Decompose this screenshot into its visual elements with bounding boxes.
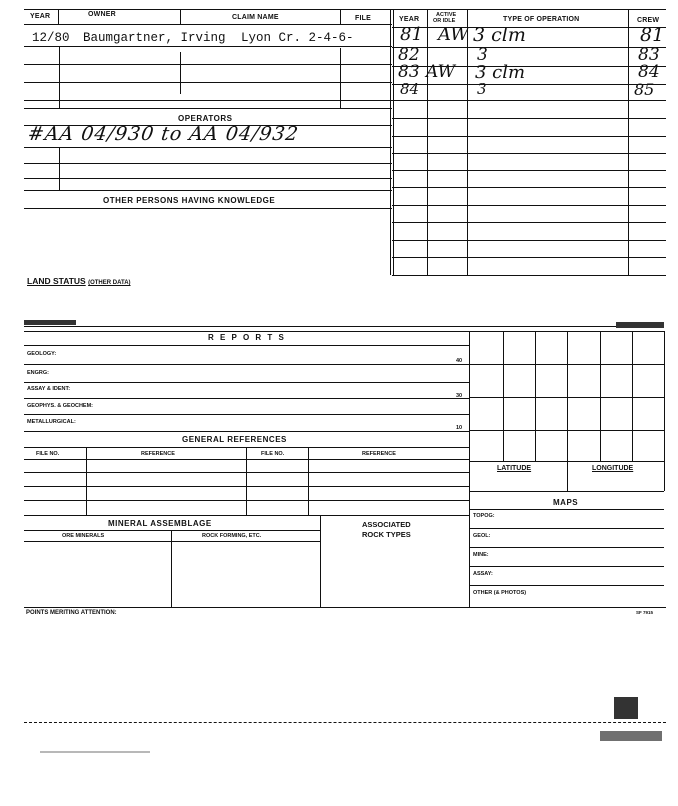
row-divider <box>59 147 60 190</box>
grid-line <box>469 364 664 365</box>
maps-line <box>469 547 664 548</box>
activity-active-1: AW <box>438 24 469 45</box>
row-line <box>24 163 392 164</box>
row-line <box>24 100 392 101</box>
row-line <box>24 46 392 47</box>
maps-assay: ASSAY: <box>473 571 493 577</box>
refs-header-line <box>24 459 470 460</box>
activity-row-line <box>392 118 666 119</box>
mineral-col-divider <box>171 530 172 607</box>
activity-row-line <box>392 222 666 223</box>
activity-crew-2: 83 <box>638 45 660 65</box>
reports-title: R E P O R T S <box>208 333 286 342</box>
type-of-operation-header: TYPE OF OPERATION <box>503 16 580 23</box>
grid-line <box>535 331 536 461</box>
refs-divider <box>246 447 247 515</box>
year-header: YEAR <box>30 13 51 20</box>
file-header: FILE <box>355 15 371 22</box>
header-divider <box>340 9 341 24</box>
owner-header: OWNER <box>88 11 116 18</box>
refs-reference-2: REFERENCE <box>362 451 396 457</box>
refs-line <box>24 486 470 487</box>
activity-type-4: 3 <box>477 80 487 98</box>
report-line <box>24 364 470 365</box>
active-header-bottom: OR IDLE <box>433 18 456 24</box>
maps-line <box>469 566 664 567</box>
report-line <box>24 431 470 432</box>
scan-smudge <box>600 731 662 741</box>
mineral-assemblage-title: MINERAL ASSEMBLAGE <box>108 519 212 528</box>
row-divider <box>180 52 181 94</box>
associated-top: ASSOCIATED <box>362 520 411 529</box>
activity-crew-1: 81 <box>640 24 665 46</box>
scan-smudge <box>616 322 664 328</box>
activity-row-line <box>392 187 666 188</box>
form-code: SF 7915 <box>636 610 654 615</box>
header-divider <box>58 9 59 24</box>
report-geology: GEOLOGY: <box>27 351 57 357</box>
bottom-border <box>24 607 666 608</box>
activity-row-line <box>392 47 666 48</box>
activity-year-3: 83 <box>398 62 420 82</box>
associated-bottom: ROCK TYPES <box>362 530 411 539</box>
scan-smudge <box>24 320 76 325</box>
row-divider <box>340 48 341 108</box>
activity-row-line <box>392 257 666 258</box>
report-assay: ASSAY & IDENT: <box>27 386 71 392</box>
header-bottom-line <box>24 24 392 25</box>
activity-left-border-inner <box>393 9 394 275</box>
refs-line <box>24 472 470 473</box>
rock-forming-header: ROCK FORMING, ETC. <box>202 533 262 539</box>
activity-bottom-line <box>392 275 666 276</box>
row-line <box>24 178 392 179</box>
claim-name: Lyon Cr. 2-4-6- <box>241 31 354 45</box>
reports-title-line <box>24 345 470 346</box>
maps-topog: TOPOG: <box>473 513 495 519</box>
header-divider <box>180 9 181 24</box>
other-persons-title: OTHER PERSONS HAVING KNOWLEDGE <box>103 196 276 205</box>
grid-line <box>664 331 665 491</box>
refs-title-line <box>24 447 470 448</box>
row-line <box>24 64 392 65</box>
maps-other: OTHER (& PHOTOS) <box>473 590 527 596</box>
crew-header: CREW <box>637 17 660 24</box>
operators-handwritten: #AA 04/930 to AA 04/932 <box>26 123 301 145</box>
section-line <box>24 108 392 109</box>
top-border <box>24 9 392 10</box>
claim-year: 12/80 <box>32 31 70 45</box>
maps-line <box>469 585 664 586</box>
maps-geol: GEOL: <box>473 533 491 539</box>
grid-line <box>503 331 504 461</box>
maps-title: MAPS <box>553 498 579 507</box>
activity-divider <box>467 9 468 275</box>
report-assay-num: 30 <box>456 393 463 399</box>
refs-file-no-2: FILE NO. <box>261 451 285 457</box>
ore-minerals-header: ORE MINERALS <box>62 533 105 539</box>
land-status-sub: (OTHER DATA) <box>88 280 131 286</box>
activity-row-line <box>392 240 666 241</box>
land-status-text: LAND STATUS <box>27 276 86 286</box>
latitude-label: LATITUDE <box>497 465 532 472</box>
maps-mine: MINE: <box>473 552 489 558</box>
activity-type-1: 3 clm <box>473 24 526 46</box>
report-engrg: ENGRG: <box>27 370 49 376</box>
grid-line <box>632 331 633 461</box>
claim-name-header: CLAIM NAME <box>232 14 279 21</box>
operators-title: OPERATORS <box>178 114 233 123</box>
mineral-header-line <box>24 541 320 542</box>
report-line <box>24 382 470 383</box>
row-line <box>24 147 392 148</box>
row-divider <box>59 46 60 108</box>
scan-smudge <box>40 751 150 753</box>
activity-row-line <box>392 170 666 171</box>
report-geology-num: 40 <box>456 358 463 364</box>
row-line <box>24 82 392 83</box>
scan-smudge <box>614 697 638 719</box>
activity-row-line <box>392 84 666 85</box>
mineral-divider <box>320 515 321 607</box>
activity-year-header: YEAR <box>399 16 420 23</box>
activity-header-bottom <box>392 27 666 28</box>
mineral-line <box>24 530 320 531</box>
longitude-label: LONGITUDE <box>592 465 634 472</box>
activity-divider <box>427 9 428 275</box>
refs-line <box>24 500 470 501</box>
activity-year-4: 84 <box>400 80 420 98</box>
coords-bottom-line <box>469 491 664 492</box>
claim-owner: Baumgartner, Irving <box>83 31 226 45</box>
activity-left-border <box>390 9 391 275</box>
refs-bottom-line <box>24 515 470 516</box>
grid-line <box>600 331 601 461</box>
land-status-label <box>27 276 131 286</box>
report-geophys: GEOPHYS. & GEOCHEM: <box>27 403 94 409</box>
maps-title-line <box>469 509 664 510</box>
grid-line <box>469 461 664 462</box>
refs-divider <box>86 447 87 515</box>
reports-top-border <box>24 326 664 327</box>
refs-reference-1: REFERENCE <box>141 451 175 457</box>
grid-line <box>469 430 664 431</box>
activity-row-line <box>392 136 666 137</box>
scan-dashed-line <box>24 722 666 723</box>
activity-active-3: AW <box>426 62 456 82</box>
grid-line <box>567 331 568 491</box>
active-header-top: ACTIVE <box>436 12 457 18</box>
activity-year-1: 81 <box>400 24 423 45</box>
report-line <box>24 414 470 415</box>
activity-divider <box>628 9 629 275</box>
row-line <box>24 208 392 209</box>
activity-row-line <box>392 205 666 206</box>
activity-row-line <box>392 100 666 101</box>
grid-line <box>469 397 664 398</box>
refs-divider <box>308 447 309 515</box>
activity-top-border <box>392 9 666 10</box>
activity-crew-3: 84 <box>638 62 660 82</box>
section-line <box>24 190 392 191</box>
activity-crew-4: 85 <box>634 80 655 99</box>
activity-type-2: 3 <box>477 45 488 65</box>
report-metallurgical-num: 10 <box>456 425 463 431</box>
activity-type-3: 3 clm <box>475 62 526 83</box>
points-meriting-attention: POINTS MERITING ATTENTION: <box>26 610 117 616</box>
activity-row-line <box>392 153 666 154</box>
report-line <box>24 398 470 399</box>
refs-file-no-1: FILE NO. <box>36 451 60 457</box>
activity-year-2: 82 <box>398 45 420 65</box>
maps-line <box>469 528 664 529</box>
reports-top-border-inner <box>24 331 664 332</box>
general-references-title: GENERAL REFERENCES <box>182 435 287 444</box>
report-metallurgical: METALLURGICAL: <box>27 419 76 425</box>
